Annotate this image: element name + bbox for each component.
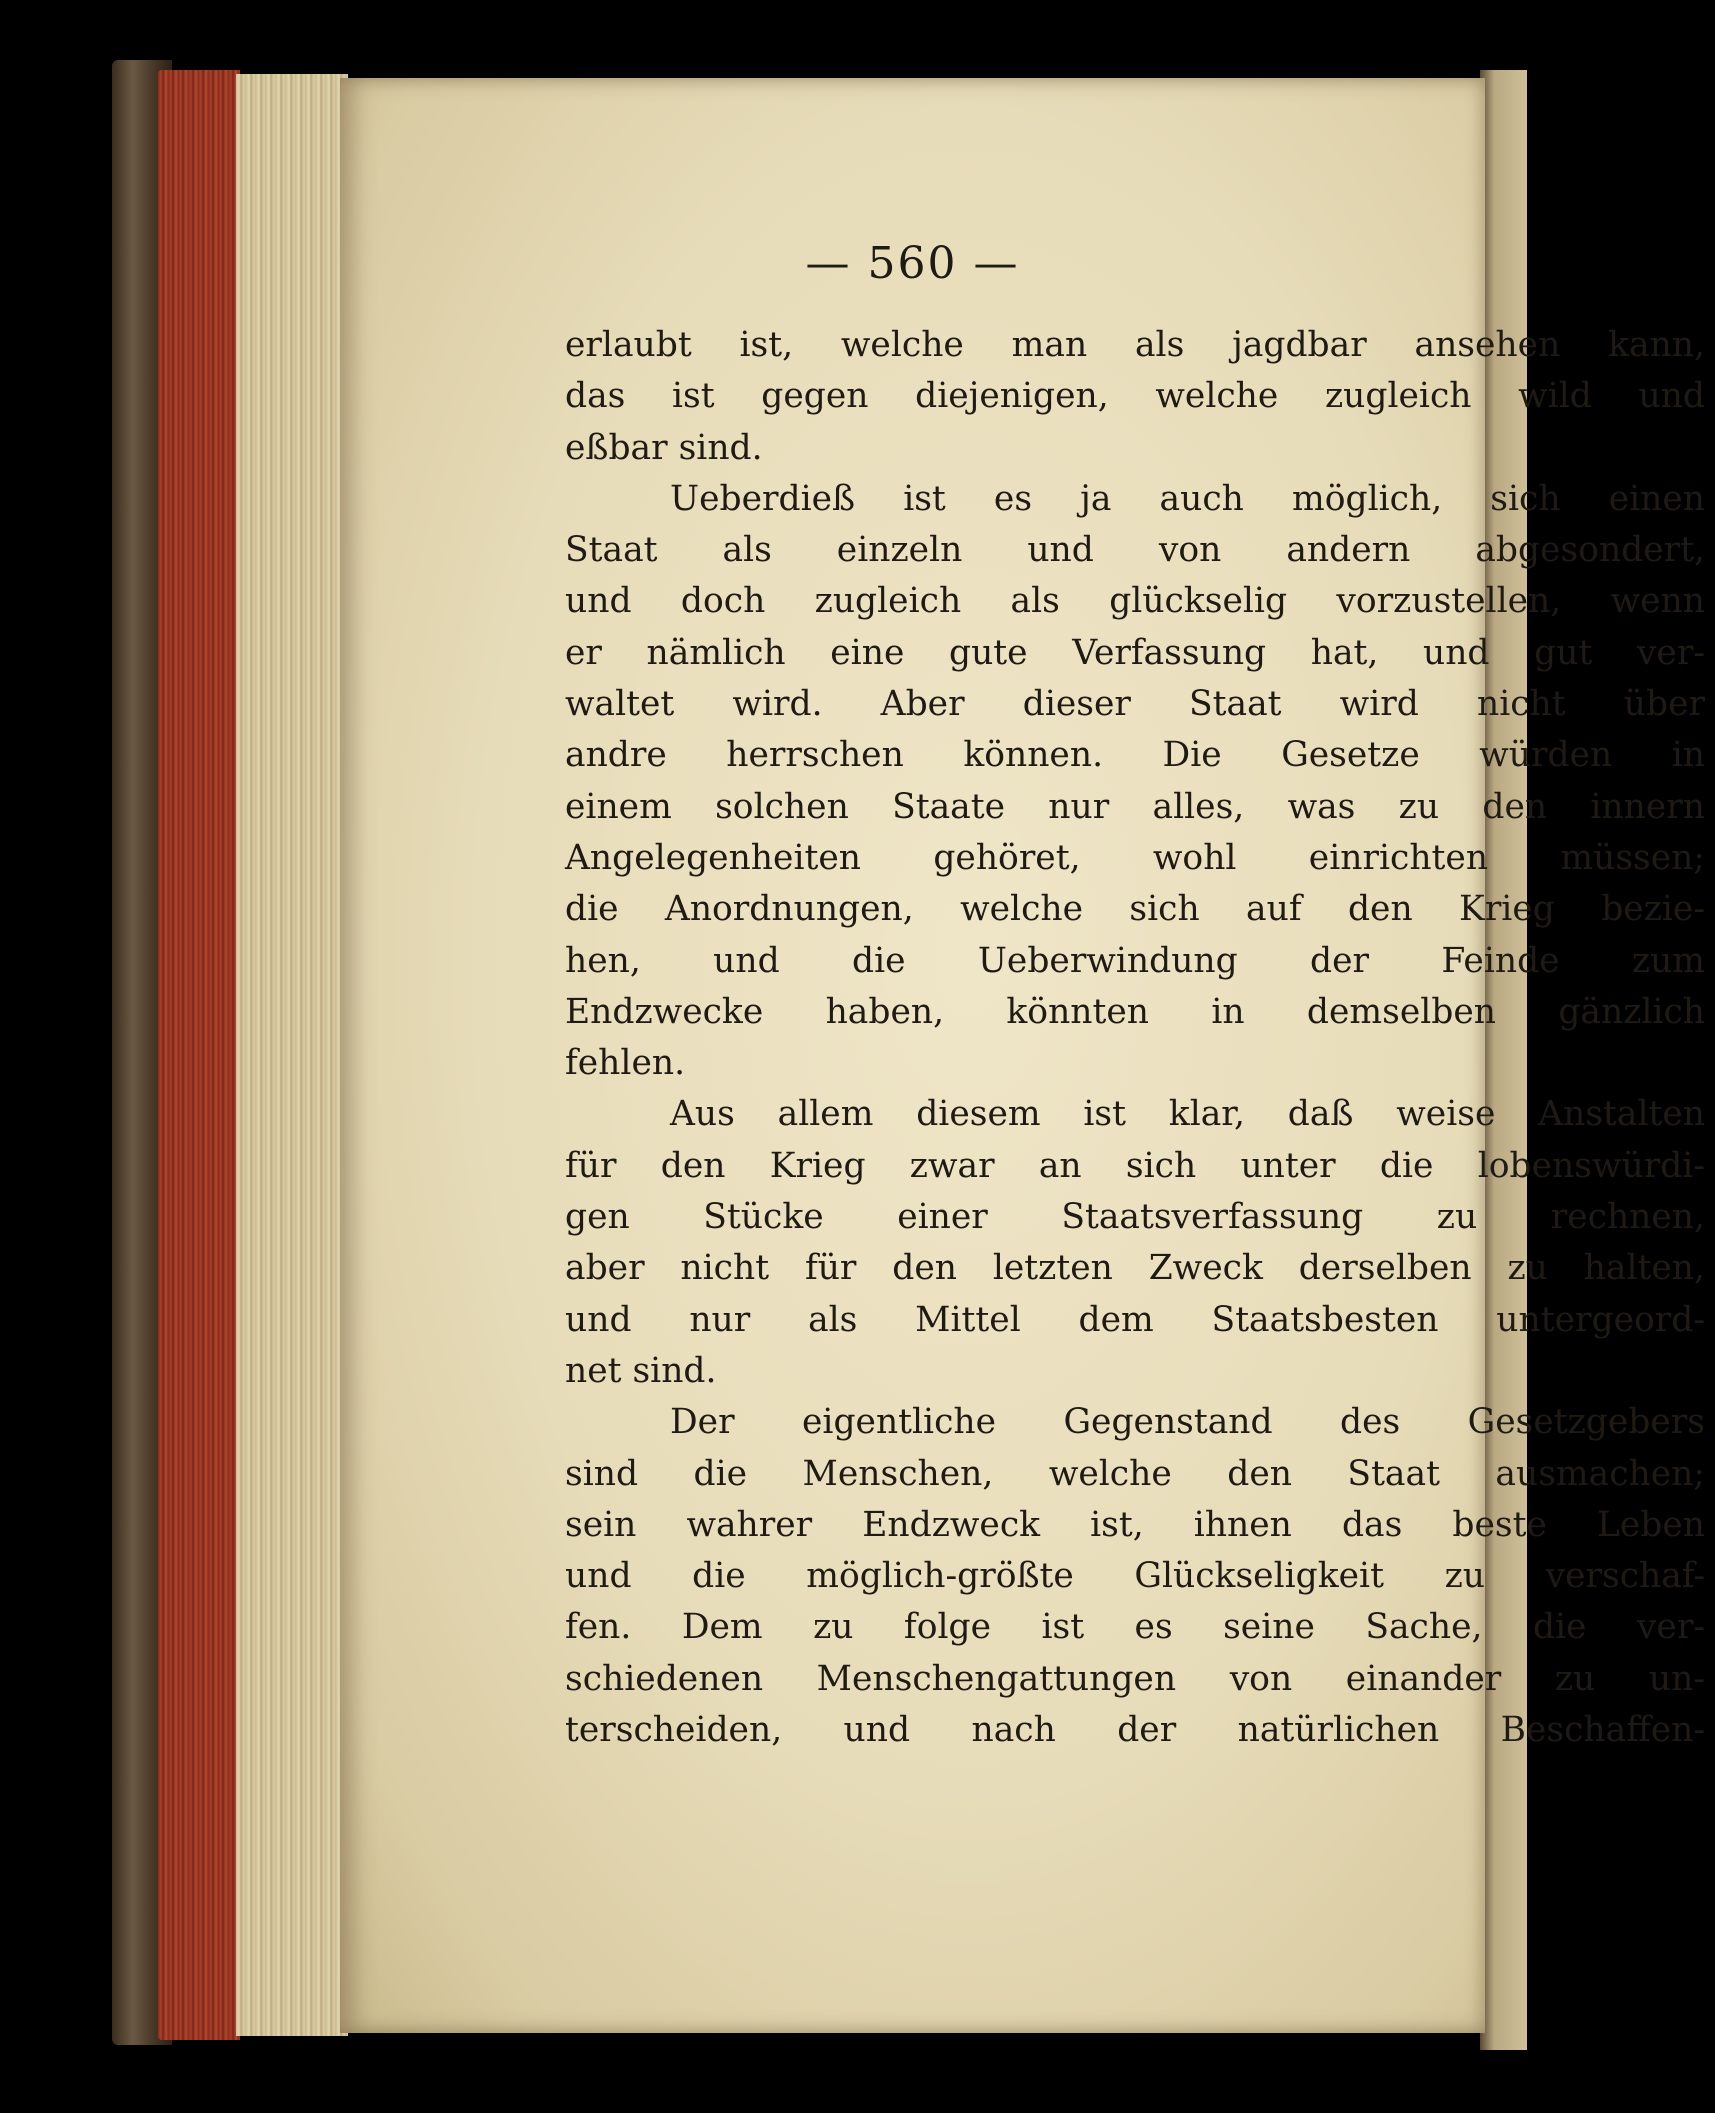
text-line: fehlen. (565, 1043, 686, 1084)
text-line: das ist gegen diejenigen, welche zugleich wild und (565, 376, 1705, 417)
page-text (565, 320, 1715, 1756)
text-line: und die möglich-größte Glückseligkeit zu verschaf- (565, 1556, 1705, 1597)
text-line: er nämlich eine gute Verfassung hat, und gut ver- (565, 632, 1705, 673)
text-line: für den Krieg zwar an sich unter die lobenswürdi- (565, 1145, 1705, 1186)
text-line: net sind. (565, 1350, 717, 1391)
text-line: eßbar sind. (565, 427, 763, 468)
paragraph-first-line: Der eigentliche Gegenstand des Gesetzgebers (670, 1402, 1705, 1443)
book-page (340, 78, 1705, 2033)
text-line: Endzwecke haben, könnten in demselben gänzlich (565, 991, 1705, 1032)
text-line: waltet wird. Aber dieser Staat wird nicht über (565, 684, 1705, 725)
page-stack-edges (236, 74, 348, 2036)
text-line: Staat als einzeln und von andern abgesondert, (565, 530, 1705, 571)
text-line: andre herrschen können. Die Gesetze würden in (565, 735, 1705, 776)
text-line: aber nicht für den letzten Zweck derselben zu halten, (565, 1248, 1705, 1289)
text-line: sein wahrer Endzweck ist, ihnen das beste Leben (565, 1504, 1705, 1545)
text-line: die Anordnungen, welche sich auf den Krieg bezie- (565, 889, 1705, 930)
paragraph-first-line: Aus allem diesem ist klar, daß weise Anstalten (670, 1094, 1705, 1135)
text-line: einem solchen Staate nur alles, was zu den innern (565, 786, 1705, 827)
text-line: hen, und die Ueberwindung der Feinde zum (565, 940, 1705, 981)
text-line: fen. Dem zu folge ist es seine Sache, die ver- (565, 1607, 1705, 1648)
text-line: sind die Menschen, welche den Staat ausmachen; (565, 1453, 1705, 1494)
text-line: terscheiden, und nach der natürlichen Beschaffen- (565, 1710, 1705, 1751)
page-number: — 560 — (805, 238, 1020, 289)
text-line: gen Stücke einer Staatsverfassung zu rechnen, (565, 1197, 1705, 1238)
text-line: und nur als Mittel dem Staatsbesten untergeord- (565, 1299, 1705, 1340)
text-line: erlaubt ist, welche man als jagdbar ansehen kann, (565, 325, 1705, 365)
paragraph-first-line: Ueberdieß ist es ja auch möglich, sich einen (670, 478, 1705, 519)
red-page-edges (158, 70, 240, 2040)
text-line: und doch zugleich als glückselig vorzustellen, wenn (565, 581, 1705, 622)
text-line: Angelegenheiten gehöret, wohl einrichten müssen; (565, 837, 1705, 878)
text-line: schiedenen Menschengattungen von einander zu un- (565, 1658, 1705, 1699)
